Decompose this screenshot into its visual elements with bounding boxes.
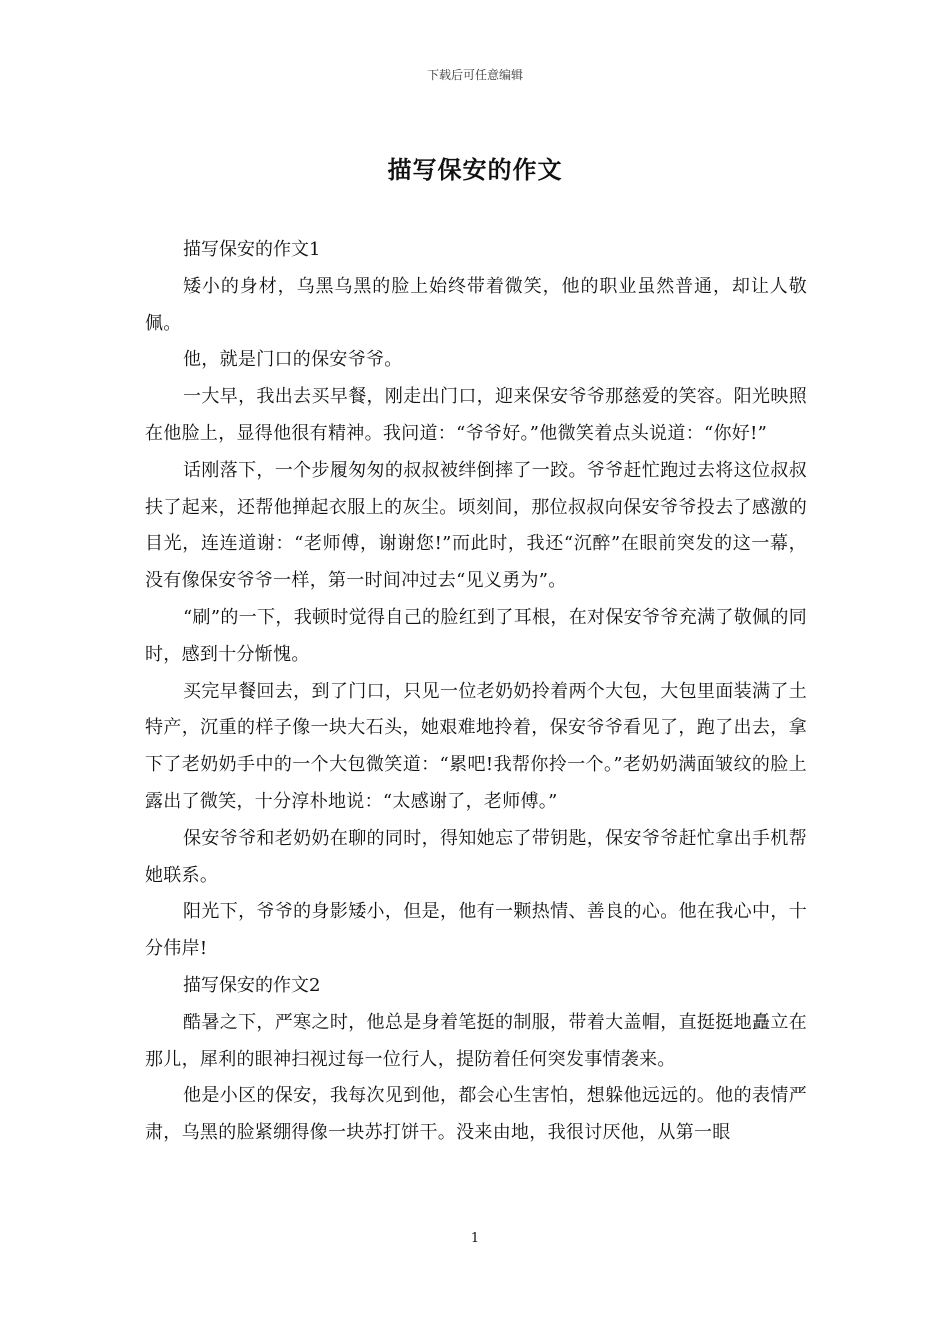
header-note: 下载后可任意编辑 <box>426 68 523 82</box>
section-heading: 描写保安的作文2 <box>183 974 321 996</box>
paragraph: 矮小的身材，乌黑乌黑的脸上始终带着微笑，他的职业虽然普通，却让人敬佩。 <box>145 275 807 334</box>
paragraph: 他，就是门口的保安爷爷。 <box>183 349 403 371</box>
document-body <box>145 232 807 1152</box>
document-title: 描写保安的作文 <box>387 155 563 184</box>
paragraph: 话刚落下，一个步履匆匆的叔叔被绊倒摔了一跤。爷爷赶忙跑过去将这位叔叔扶了起来，还帮他掸起衣服上的灰尘。顷刻间，那位叔叔向保安爷爷投去了感激的目光，连连道谢：“老师傅，谢谢您!”而此时，我还“沉醉”在眼前突发的这一幕，没有像保安爷爷一样，第一时间冲过去“见义勇为”。 <box>145 459 807 592</box>
paragraph: 一大早，我出去买早餐，刚走出门口，迎来保安爷爷那慈爱的笑容。阳光映照在他脸上，显得他很有精神。我问道：“爷爷好。”他微笑着点头说道：“你好!” <box>145 386 807 444</box>
paragraph: 阳光下，爷爷的身影矮小，但是，他有一颗热情、善良的心。他在我心中，十分伟岸! <box>145 901 807 960</box>
paragraph: 他是小区的保安，我每次见到他，都会心生害怕，想躲他远远的。他的表情严肃，乌黑的脸紧绷得像一块苏打饼干。没来由地，我很讨厌他，从第一眼 <box>145 1085 807 1144</box>
paragraph: 保安爷爷和老奶奶在聊的同时，得知她忘了带钥匙，保安爷爷赶忙拿出手机帮她联系。 <box>145 827 807 886</box>
section-heading: 描写保安的作文1 <box>183 239 321 260</box>
page-number: 1 <box>470 1231 480 1246</box>
paragraph: 买完早餐回去，到了门口，只见一位老奶奶拎着两个大包，大包里面装满了土特产，沉重的样子像一块大石头，她艰难地拎着，保安爷爷看见了，跑了出去，拿下了老奶奶手中的一个大包微笑道：“累吧!我帮你拎一个。”老奶奶满面皱纹的脸上露出了微笑，十分淳朴地说：“太感谢了，老师傅。” <box>145 680 807 812</box>
paragraph: 酷暑之下，严寒之时，他总是身着笔挺的制服，带着大盖帽，直挺挺地矗立在那儿，犀利的眼神扫视过每一位行人，提防着任何突发事情袭来。 <box>145 1011 807 1070</box>
paragraph: “刷”的一下，我顿时觉得自己的脸红到了耳根，在对保安爷爷充满了敬佩的同时，感到十分惭愧。 <box>145 606 807 665</box>
